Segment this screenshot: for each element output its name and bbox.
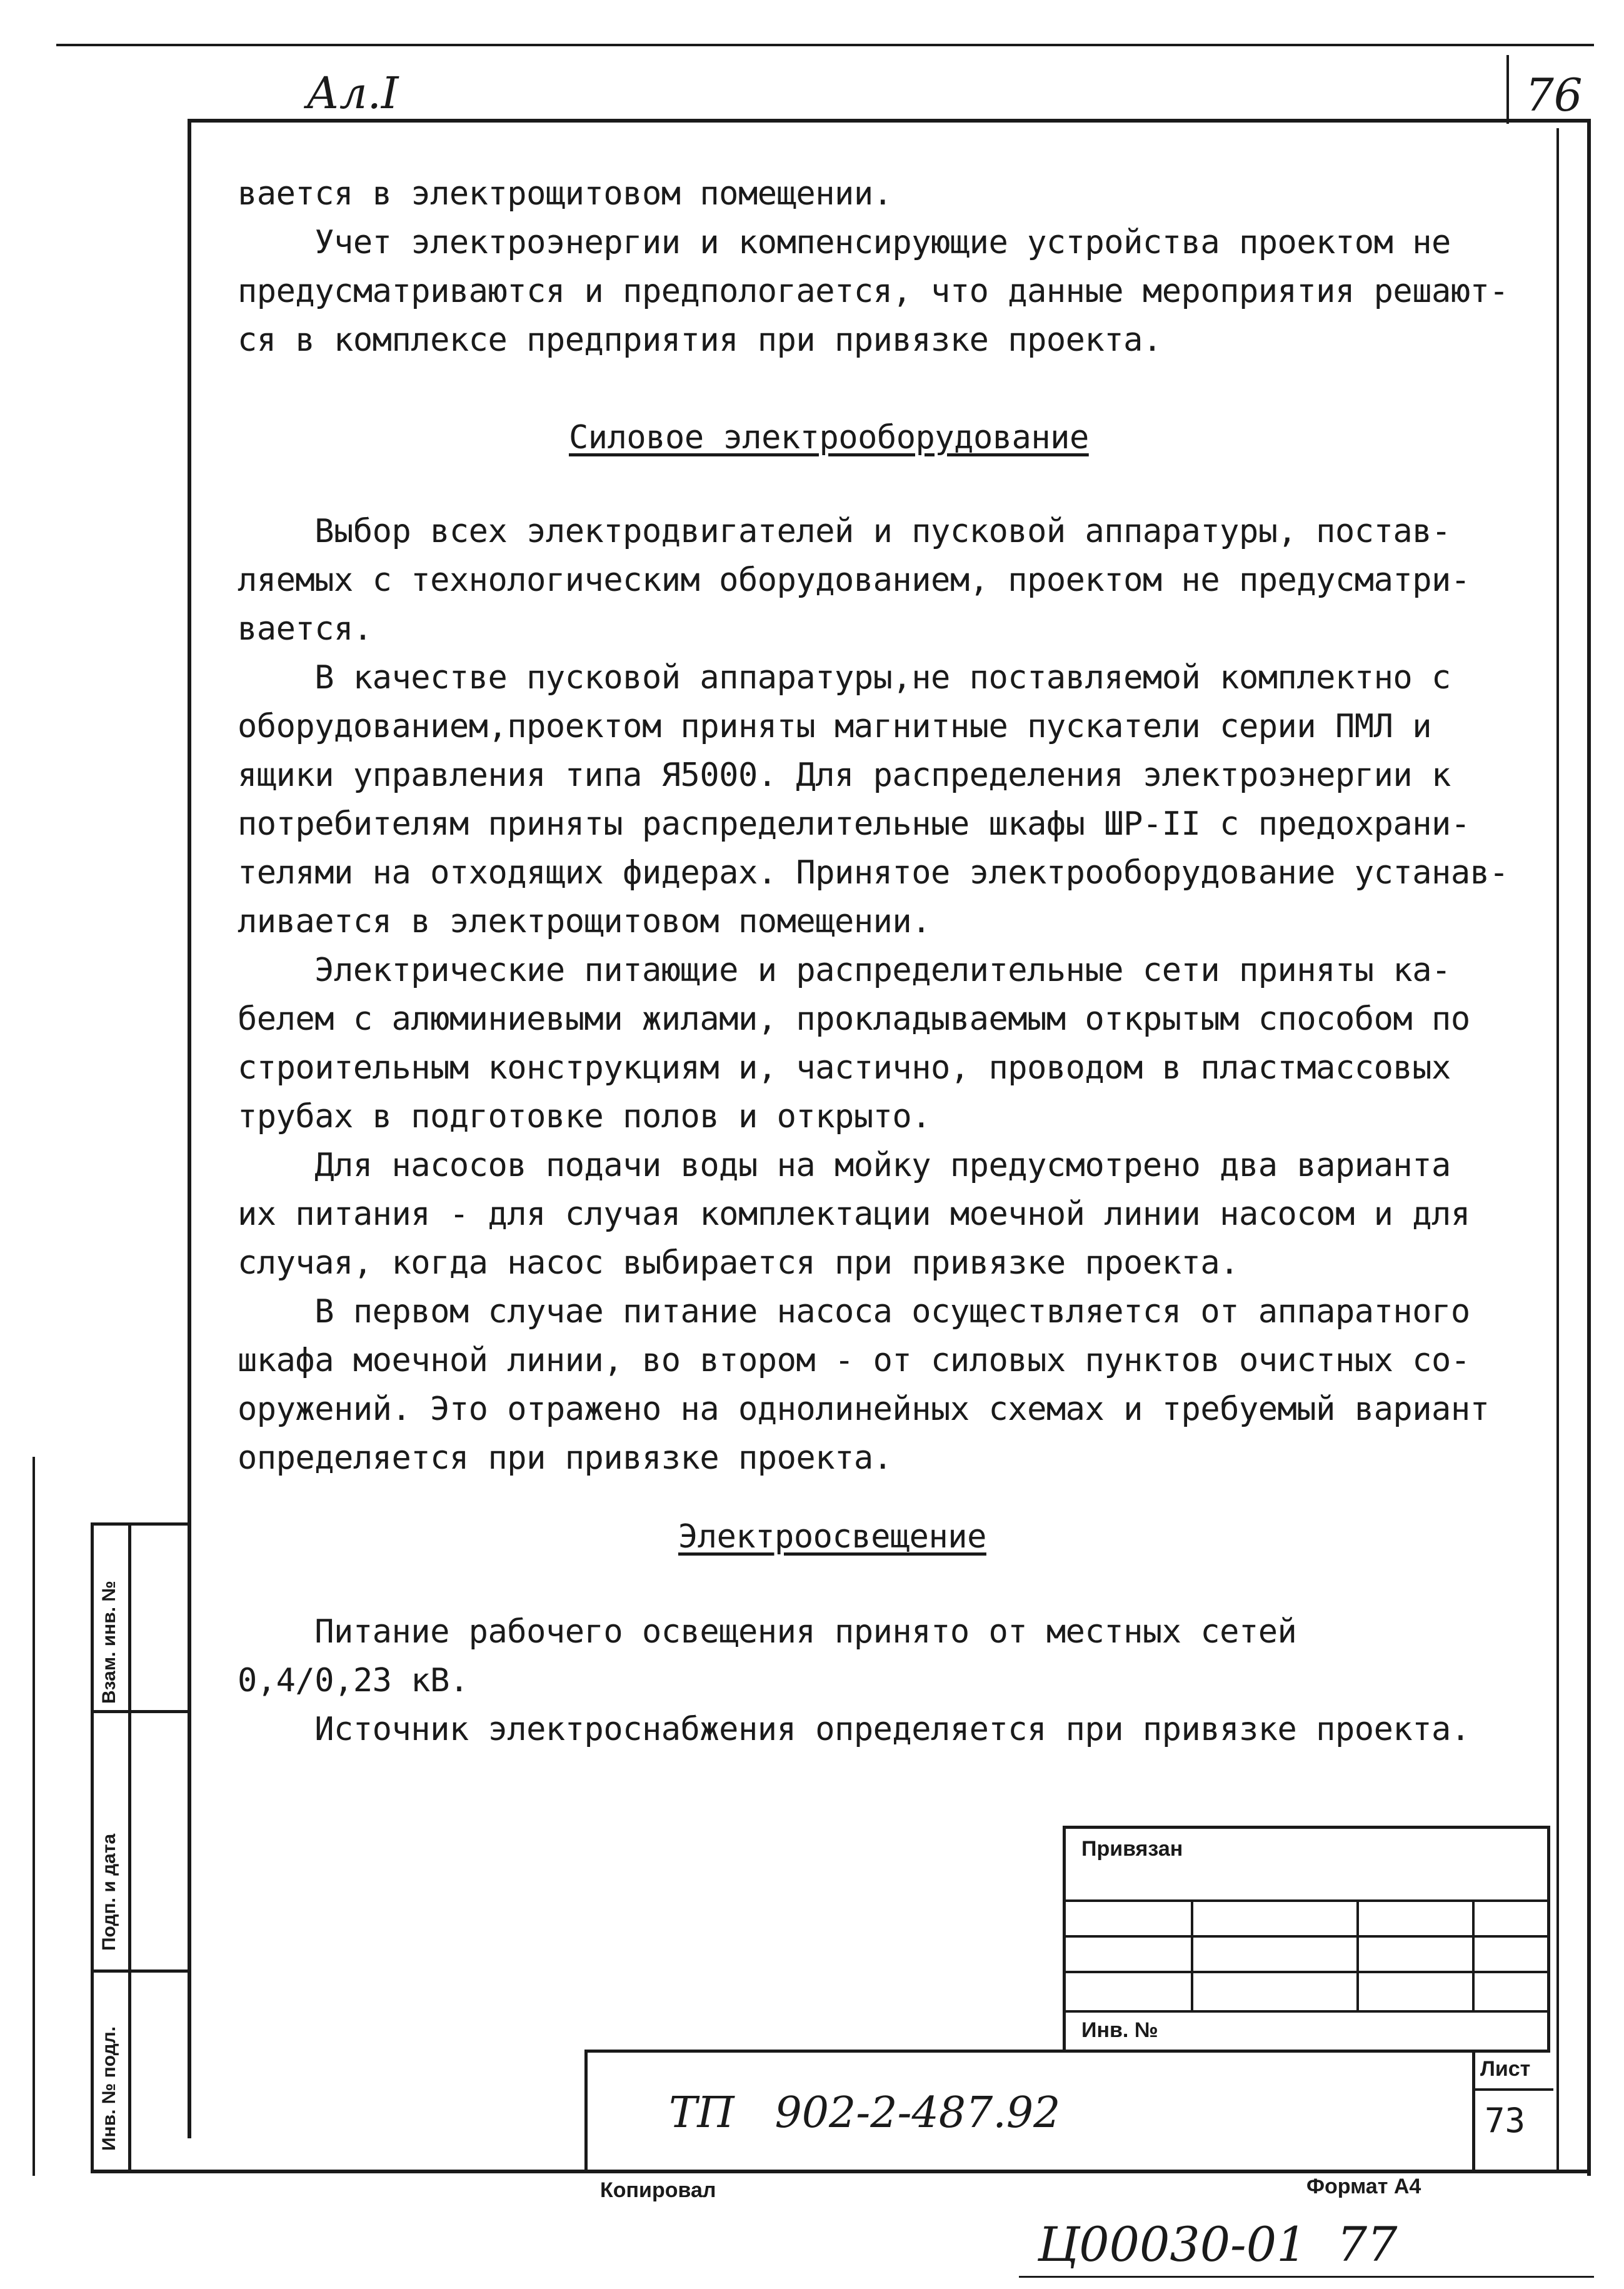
text-line: их питания - для случая комплектации моечной линии насосом и для — [238, 1195, 1470, 1233]
text-line: белем с алюминиевыми жилами, прокладываемым открытым способом по — [238, 1000, 1470, 1038]
text-line: телями на отходящих фидерах. Принятое электрооборудование устанав- — [238, 854, 1509, 892]
title-stamp-top — [584, 2050, 1550, 2053]
privyazan-label: Привязан — [1081, 1837, 1183, 1861]
side-stamp-left-long — [33, 1457, 35, 2176]
side-stamp-left — [91, 1522, 94, 2173]
text-line: ливается в электрощитовом помещении. — [238, 903, 931, 940]
text-line: определяется при привязке проекта. — [238, 1439, 893, 1477]
frame-bottom — [91, 2170, 1591, 2173]
text-line: оружений. Это отражено на однолинейных схемах и требуемый вариант — [238, 1391, 1490, 1428]
frame-left — [188, 119, 191, 2138]
text-line: Выбор всех электродвигателей и пусковой аппаратуры, постав- — [238, 513, 1451, 550]
archive-number: Ц00030-01 77 — [1038, 2216, 1398, 2272]
side-stamp-mid — [128, 1522, 131, 2173]
text-line: ящики управления типа Я5000. Для распределения электроэнергии к — [238, 757, 1451, 794]
text-line: случая, когда насос выбирается при привязке проекта. — [238, 1244, 1239, 1282]
text-line: В первом случае питание насоса осуществляется от аппаратного — [238, 1293, 1470, 1331]
frame-right-outer — [1556, 128, 1559, 2170]
text-line: В качестве пусковой аппаратуры,не поставляемой комплектно с — [238, 659, 1451, 697]
list-label-under — [1472, 2088, 1553, 2091]
text-line: 0,4/0,23 кВ. — [238, 1662, 469, 1699]
text-line: оборудованием,проектом приняты магнитные пускатели серии ПМЛ и — [238, 708, 1432, 745]
handwritten-page-number: 76 — [1525, 69, 1583, 121]
kopiroval-label: Копировал — [600, 2178, 716, 2202]
side-stamp-div3 — [91, 2170, 191, 2173]
text-line: шкафа моечной линии, во втором - от силовых пунктов очистных со- — [238, 1342, 1470, 1379]
heading-power: Силовое электрооборудование — [569, 419, 1089, 456]
text-line: Питание рабочего освещения принято от местных сетей — [238, 1613, 1297, 1651]
list-label: Лист — [1480, 2057, 1531, 2081]
side-stamp-vzam-inv: Взам. инв. № — [99, 1581, 119, 1704]
text-line: вается. — [238, 610, 373, 648]
text-line: потребителям приняты распределительные шкафы ШР-II с предохрани- — [238, 805, 1470, 843]
doc-code: ТП 902-2-487.92 — [669, 2088, 1061, 2138]
privyazan-col2 — [1356, 1901, 1359, 2012]
text-line: трубах в подготовке полов и открыто. — [238, 1098, 931, 1135]
side-stamp-div1 — [91, 1710, 191, 1713]
privyazan-top — [1063, 1826, 1550, 1829]
page-number-box-left — [1506, 55, 1509, 124]
side-stamp-inv-podl: Инв. № подл. — [99, 2026, 119, 2151]
title-stamp-left — [584, 2050, 588, 2173]
side-stamp-top — [91, 1522, 191, 1526]
bottom-rule — [1019, 2276, 1594, 2278]
text-line: строительным конструкциям и, частично, проводом в пластмассовых — [238, 1049, 1451, 1087]
side-stamp-div2 — [91, 1970, 191, 1973]
privyazan-left — [1063, 1826, 1066, 2051]
text-line: предусматриваются и предпологается, что данные мероприятия решают- — [238, 273, 1509, 310]
album-label: Ал.I — [306, 68, 399, 119]
format-label: Формат А4 — [1306, 2175, 1421, 2198]
privyazan-row4 — [1063, 2010, 1550, 2013]
side-stamp-podp-data: Подп. и дата — [99, 1833, 119, 1951]
privyazan-row1 — [1063, 1899, 1550, 1902]
privyazan-row3 — [1063, 1971, 1550, 1973]
text-line: ся в комплексе предприятия при привязке проекта. — [238, 321, 1162, 359]
list-number: 73 — [1485, 2101, 1526, 2140]
text-line: Электрические питающие и распределительные сети приняты ка- — [238, 952, 1451, 989]
text-line: Учет электроэнергии и компенсирующие устройства проектом не — [238, 224, 1451, 261]
text-line: Для насосов подачи воды на мойку предусмотрено два варианта — [238, 1147, 1451, 1184]
frame-right — [1587, 119, 1591, 2176]
top-rule — [56, 44, 1594, 46]
text-line: вается в электрощитовом помещении. — [238, 175, 893, 213]
title-stamp-divider — [1472, 2050, 1475, 2173]
privyazan-row2 — [1063, 1935, 1550, 1938]
privyazan-col3 — [1472, 1901, 1475, 2012]
text-line: ляемых с технологическим оборудованием, проектом не предусматри- — [238, 561, 1470, 599]
heading-lighting: Электроосвещение — [678, 1518, 986, 1556]
frame-top — [188, 119, 1591, 123]
inv-no-label: Инв. № — [1081, 2018, 1158, 2042]
privyazan-col1 — [1191, 1901, 1193, 2012]
text-line: Источник электроснабжения определяется при привязке проекта. — [238, 1711, 1470, 1748]
privyazan-right — [1547, 1826, 1550, 2051]
